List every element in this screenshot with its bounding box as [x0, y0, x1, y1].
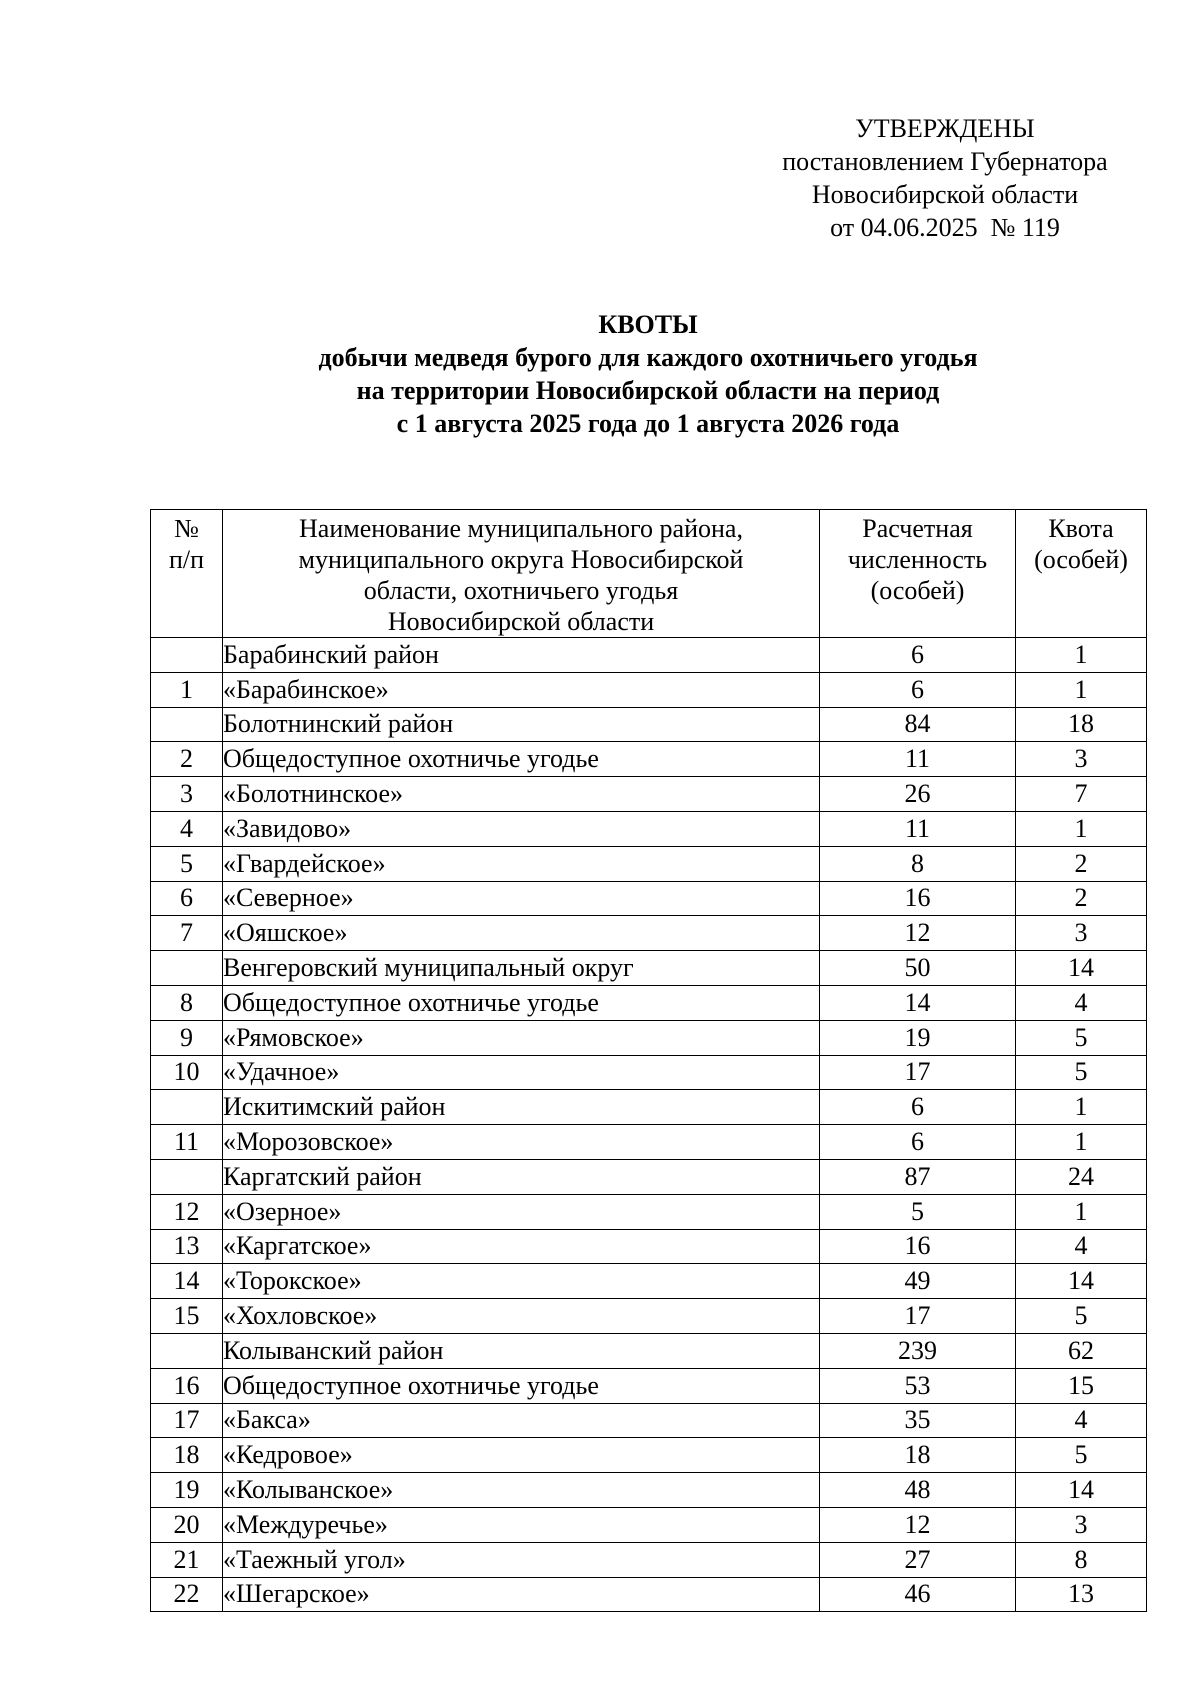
- row-name-cell: «Удачное»: [223, 1055, 820, 1090]
- row-population-cell: 8: [820, 846, 1016, 881]
- row-population-cell: 27: [820, 1542, 1016, 1577]
- row-quota-cell: 3: [1016, 916, 1147, 951]
- row-name-cell: «Торокское»: [223, 1264, 820, 1299]
- table-row-district: [151, 951, 1147, 986]
- row-name-cell: «Морозовское»: [223, 1125, 820, 1160]
- document-title: [150, 308, 1146, 440]
- row-number-cell: 21: [151, 1542, 223, 1577]
- table-row: [151, 1577, 1147, 1612]
- row-quota-cell: 4: [1016, 1229, 1147, 1264]
- row-number-cell: [151, 707, 223, 742]
- row-name-cell: «Северное»: [223, 881, 820, 916]
- table-row: [151, 846, 1147, 881]
- row-name-cell: «Рямовское»: [223, 1020, 820, 1055]
- table-header-row: [151, 510, 1147, 638]
- row-population-cell: 12: [820, 1507, 1016, 1542]
- row-name-cell: «Озерное»: [223, 1194, 820, 1229]
- row-number-cell: [151, 638, 223, 673]
- header-num-line: п/п: [168, 545, 205, 574]
- quota-table: [150, 509, 1147, 1612]
- row-population-cell: 16: [820, 1229, 1016, 1264]
- row-quota-cell: 14: [1016, 1264, 1147, 1299]
- approval-date-number: от 04.06.2025 № 119: [830, 213, 1060, 242]
- table-row: [151, 777, 1147, 812]
- row-name-cell: Колыванский район: [223, 1333, 820, 1368]
- row-name-cell: «Барабинское»: [223, 672, 820, 707]
- header-quota-line: Квота: [1048, 514, 1114, 543]
- row-name-cell: «Междуречье»: [223, 1507, 820, 1542]
- row-population-cell: 11: [820, 742, 1016, 777]
- row-quota-cell: 8: [1016, 1542, 1147, 1577]
- row-number-cell: [151, 951, 223, 986]
- row-population-cell: 53: [820, 1368, 1016, 1403]
- row-population-cell: 26: [820, 777, 1016, 812]
- row-number-cell: 18: [151, 1438, 223, 1473]
- row-number-cell: 14: [151, 1264, 223, 1299]
- row-name-cell: «Болотнинское»: [223, 777, 820, 812]
- row-population-cell: 49: [820, 1264, 1016, 1299]
- row-quota-cell: 1: [1016, 638, 1147, 673]
- row-population-cell: 17: [820, 1299, 1016, 1334]
- row-population-cell: 18: [820, 1438, 1016, 1473]
- table-row: [151, 1507, 1147, 1542]
- row-population-cell: 12: [820, 916, 1016, 951]
- row-quota-cell: 1: [1016, 1125, 1147, 1160]
- table-row: [151, 881, 1147, 916]
- row-number-cell: 9: [151, 1020, 223, 1055]
- row-name-cell: Искитимский район: [223, 1090, 820, 1125]
- row-population-cell: 14: [820, 985, 1016, 1020]
- row-quota-cell: 4: [1016, 985, 1147, 1020]
- row-number-cell: [151, 1090, 223, 1125]
- row-population-cell: 6: [820, 638, 1016, 673]
- header-name-line: муниципального округа Новосибирской: [298, 545, 744, 574]
- table-row: [151, 1542, 1147, 1577]
- row-number-cell: [151, 1333, 223, 1368]
- row-quota-cell: 5: [1016, 1299, 1147, 1334]
- table-row-district: [151, 638, 1147, 673]
- table-row: [151, 985, 1147, 1020]
- approval-decree-line: постановлением Губернатора: [782, 147, 1108, 176]
- row-number-cell: [151, 1159, 223, 1194]
- row-name-cell: «Хохловское»: [223, 1299, 820, 1334]
- table-row: [151, 1264, 1147, 1299]
- header-name-line: Новосибирской области: [387, 607, 655, 636]
- table-row: [151, 1055, 1147, 1090]
- title-territory-line: на территории Новосибирской области на период: [356, 376, 940, 405]
- row-quota-cell: 5: [1016, 1438, 1147, 1473]
- table-row: [151, 672, 1147, 707]
- row-name-cell: Венгеровский муниципальный округ: [223, 951, 820, 986]
- row-number-cell: 6: [151, 881, 223, 916]
- title-heading: КВОТЫ: [598, 310, 698, 339]
- row-name-cell: «Завидово»: [223, 811, 820, 846]
- row-population-cell: 48: [820, 1473, 1016, 1508]
- row-number-cell: 19: [151, 1473, 223, 1508]
- row-quota-cell: 2: [1016, 846, 1147, 881]
- header-name-line: области, охотничьего угодья: [363, 576, 679, 605]
- row-number-cell: 2: [151, 742, 223, 777]
- header-name: [223, 510, 820, 638]
- row-name-cell: «Каргатское»: [223, 1229, 820, 1264]
- row-quota-cell: 1: [1016, 672, 1147, 707]
- row-quota-cell: 4: [1016, 1403, 1147, 1438]
- row-population-cell: 17: [820, 1055, 1016, 1090]
- row-name-cell: «Бакса»: [223, 1403, 820, 1438]
- table-row: [151, 916, 1147, 951]
- title-period-line: с 1 августа 2025 года до 1 августа 2026 года: [396, 409, 900, 438]
- row-population-cell: 11: [820, 811, 1016, 846]
- row-number-cell: 16: [151, 1368, 223, 1403]
- row-quota-cell: 3: [1016, 742, 1147, 777]
- row-population-cell: 84: [820, 707, 1016, 742]
- table-row: [151, 1368, 1147, 1403]
- row-name-cell: Болотнинский район: [223, 707, 820, 742]
- row-population-cell: 6: [820, 1090, 1016, 1125]
- row-quota-cell: 13: [1016, 1577, 1147, 1612]
- row-name-cell: Общедоступное охотничье угодье: [223, 742, 820, 777]
- row-quota-cell: 24: [1016, 1159, 1147, 1194]
- row-population-cell: 19: [820, 1020, 1016, 1055]
- row-quota-cell: 3: [1016, 1507, 1147, 1542]
- row-population-cell: 239: [820, 1333, 1016, 1368]
- approval-block: [740, 112, 1150, 244]
- row-quota-cell: 5: [1016, 1055, 1147, 1090]
- row-number-cell: 17: [151, 1403, 223, 1438]
- row-number-cell: 3: [151, 777, 223, 812]
- row-number-cell: 8: [151, 985, 223, 1020]
- row-number-cell: 1: [151, 672, 223, 707]
- row-quota-cell: 62: [1016, 1333, 1147, 1368]
- row-population-cell: 50: [820, 951, 1016, 986]
- table-row: [151, 1473, 1147, 1508]
- row-name-cell: «Кедровое»: [223, 1438, 820, 1473]
- row-name-cell: «Колыванское»: [223, 1473, 820, 1508]
- row-quota-cell: 1: [1016, 1090, 1147, 1125]
- row-population-cell: 6: [820, 672, 1016, 707]
- table-row: [151, 1229, 1147, 1264]
- row-number-cell: 10: [151, 1055, 223, 1090]
- table-row: [151, 1403, 1147, 1438]
- row-quota-cell: 18: [1016, 707, 1147, 742]
- table-row: [151, 1299, 1147, 1334]
- row-name-cell: Каргатский район: [223, 1159, 820, 1194]
- approval-region-line: Новосибирской области: [811, 180, 1079, 209]
- row-population-cell: 6: [820, 1125, 1016, 1160]
- header-quota: [1016, 510, 1147, 638]
- row-number-cell: 20: [151, 1507, 223, 1542]
- row-quota-cell: 5: [1016, 1020, 1147, 1055]
- table-row: [151, 1125, 1147, 1160]
- row-number-cell: 22: [151, 1577, 223, 1612]
- row-quota-cell: 2: [1016, 881, 1147, 916]
- header-name-line: Наименование муниципального района,: [299, 514, 743, 543]
- row-name-cell: Барабинский район: [223, 638, 820, 673]
- row-population-cell: 46: [820, 1577, 1016, 1612]
- table-row: [151, 742, 1147, 777]
- table-row: [151, 1438, 1147, 1473]
- row-quota-cell: 14: [1016, 1473, 1147, 1508]
- approval-heading: УТВЕРЖДЕНЫ: [855, 114, 1035, 143]
- table-row: [151, 1194, 1147, 1229]
- header-population: [820, 510, 1016, 638]
- row-population-cell: 5: [820, 1194, 1016, 1229]
- table-body: [151, 638, 1147, 1612]
- row-number-cell: 7: [151, 916, 223, 951]
- row-quota-cell: 15: [1016, 1368, 1147, 1403]
- row-quota-cell: 1: [1016, 811, 1147, 846]
- row-name-cell: «Шегарское»: [223, 1577, 820, 1612]
- title-subject-line: добычи медведя бурого для каждого охотничьего угодья: [318, 343, 978, 372]
- row-number-cell: 4: [151, 811, 223, 846]
- row-number-cell: 15: [151, 1299, 223, 1334]
- table-row-district: [151, 1333, 1147, 1368]
- table-row: [151, 1020, 1147, 1055]
- row-quota-cell: 14: [1016, 951, 1147, 986]
- header-num-line: №: [174, 514, 199, 543]
- row-name-cell: «Ояшское»: [223, 916, 820, 951]
- header-num: [151, 510, 223, 638]
- row-quota-cell: 7: [1016, 777, 1147, 812]
- table-row-district: [151, 707, 1147, 742]
- row-number-cell: 11: [151, 1125, 223, 1160]
- row-number-cell: 5: [151, 846, 223, 881]
- row-number-cell: 13: [151, 1229, 223, 1264]
- table-row-district: [151, 1159, 1147, 1194]
- header-population-line: численность: [847, 545, 988, 574]
- row-quota-cell: 1: [1016, 1194, 1147, 1229]
- table-row-district: [151, 1090, 1147, 1125]
- header-population-line: Расчетная: [862, 514, 973, 543]
- row-name-cell: «Таежный угол»: [223, 1542, 820, 1577]
- row-population-cell: 87: [820, 1159, 1016, 1194]
- row-population-cell: 35: [820, 1403, 1016, 1438]
- row-number-cell: 12: [151, 1194, 223, 1229]
- row-name-cell: «Гвардейское»: [223, 846, 820, 881]
- row-name-cell: Общедоступное охотничье угодье: [223, 985, 820, 1020]
- table-row: [151, 811, 1147, 846]
- row-population-cell: 16: [820, 881, 1016, 916]
- header-quota-line: (особей): [1034, 545, 1128, 574]
- row-name-cell: Общедоступное охотничье угодье: [223, 1368, 820, 1403]
- header-population-line: (особей): [870, 576, 965, 605]
